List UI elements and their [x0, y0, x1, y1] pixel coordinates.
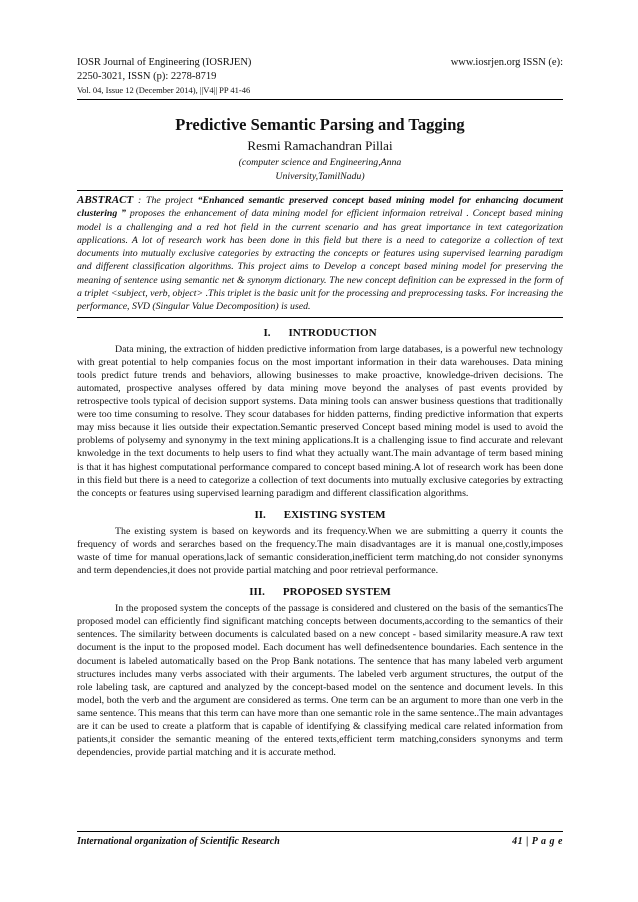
- introduction-paragraph: Data mining, the extraction of hidden predictive information from large databases, is a powerful new technology with great potential to help companies focus on the most important information in their data warehouses. Data mining tools predict future trends and behaviors, allowing businesses to make proactive, knowledge-driven decisions. The automated, prospective analyses offered by data mining move beyond the analyses of past events provided by retrospective tools typical of decision support systems. Data mining tools can answer business questions that traditionally were too time consuming to resolve. They scour databases for hidden patterns, finding predictive information that experts may miss because it lies outside their expectation.Semantic preserved Concept based mining model is used to avoid the problems of polysemy and synonymy in the text mining applications.It is a challenging issue to find accurate and relevant knwoledge in the text documents to help users to find what they actually want.The main advantage of term based mining is that it has highest computational performance compared to concept based mining.A lot of research work has been done in this field but there is a need to categorize a collection of text documents into mutually exclusive categories by extracting the concepts or features using supervised learning paradigm and different classification algorithms.: [77, 343, 563, 499]
- affiliation-line-1: (computer science and Engineering,Anna: [238, 157, 402, 168]
- affiliation-line-2: University,TamilNadu): [275, 171, 365, 182]
- page-content: [77, 56, 563, 856]
- issn-line: 2250-3021, ISSN (p): 2278-8719: [77, 71, 217, 82]
- section-heading-introduction: [77, 326, 563, 340]
- abstract: [77, 191, 563, 317]
- abstract-label: ABSTRACT: [77, 194, 134, 206]
- section-heading-proposed-system: [77, 585, 563, 599]
- section-heading-existing-system: [77, 508, 563, 522]
- volume-line: Vol. 04, Issue 12 (December 2014), ||V4|| PP 41-46: [77, 85, 251, 95]
- journal-website-issn: www.iosrjen.org ISSN (e):: [450, 57, 563, 68]
- section-title: PROPOSED SYSTEM: [282, 586, 391, 599]
- existing-system-paragraph: The existing system is based on keywords and its frequency.When we are submitting a querry it counts the frequency of words and serarches based on the frequency.The main disadvantages are it is manual one,costly,imposes waste of time for manual operations,lack of semantic consideration,inefficient term matching,do not consider synonyms and term dependencies,it does not provide partial matching and poor retrieval performance.: [77, 525, 563, 577]
- header-divider: [77, 99, 563, 100]
- abstract-body: proposes the enhancement of data mining model for efficient informaion retreival . Concept based mining model is a challenging and a red hot field in the current scenario and has great importance in text categorization applications. A lot of research work has been done in this field but there is a need to categorize a collection of text documents into mutually exclusive categories by extracting the concepts or features using supervised learning paradigm and different classification algorithms. This project aims to Develop a concept based mining model for preserving the meaning of sentence using semantic net & synonym dictionary. The new concept definition can be expressed in the form of a triplet <subject, verb, object> .This triplet is the basic unit for the processing and preprocessing tasks. For increasing the performance, SVD (Singular Value Decomposition) is used.: [77, 208, 563, 313]
- section-number: III.: [249, 586, 265, 599]
- journal-name: IOSR Journal of Engineering (IOSRJEN): [77, 57, 252, 68]
- author-affiliation: [77, 156, 563, 184]
- abstract-separator: : The project: [133, 195, 198, 206]
- abstract-project-title: “Enhanced semantic preserved concept based mining model for enhancing document clustering ”: [77, 195, 563, 220]
- author-name: Resmi Ramachandran Pillai: [247, 138, 393, 153]
- proposed-system-paragraph: In the proposed system the concepts of the passage is considered and clustered on the basis of the semanticsThe proposed model can efficiently find significant matching concepts between documents,according to the semantics of their sentences. The similarity between documents is calculated based on a new concept - based similarity measure.A raw text document is the input to the proposed model. Each document has well definedsentence boundaries. Each sentence in the document is labeled automatically based on the Prop Bank notations. The sentence that has many labeled verb argument structures includes many verbs associated with their arguments. The labeled verb argument structures, the output of the role labeling task, are captured and analyzed by the concept-based model on the sentence and document levels. In this model, both the verb and the argument are considered as terms. One term can be an argument to more than one verb in the same sentence. This means that this term can have more than one semantic role in the same sentence..The main advantages are it can be used to create a platform that is capable of identifying & classifying medical care related information from patients,it consider the semantic meaning of the entered texts,efficient term matching,considers synonyms and term dependencies, provide partial matching and it is accurate method.: [77, 603, 563, 759]
- abstract-bottom-rule: [77, 317, 563, 318]
- section-number: I.: [263, 326, 271, 339]
- paper-title: Predictive Semantic Parsing and Tagging: [175, 115, 465, 134]
- running-header-line1: [77, 56, 563, 70]
- footer-page-number: 41 | P a g e: [512, 836, 563, 847]
- footer-divider: [77, 831, 563, 832]
- section-title: EXISTING SYSTEM: [283, 508, 386, 521]
- section-number: II.: [254, 508, 266, 521]
- page-footer: [77, 831, 563, 850]
- section-title: INTRODUCTION: [288, 326, 377, 339]
- footer-organization: International organization of Scientific Research: [77, 836, 280, 847]
